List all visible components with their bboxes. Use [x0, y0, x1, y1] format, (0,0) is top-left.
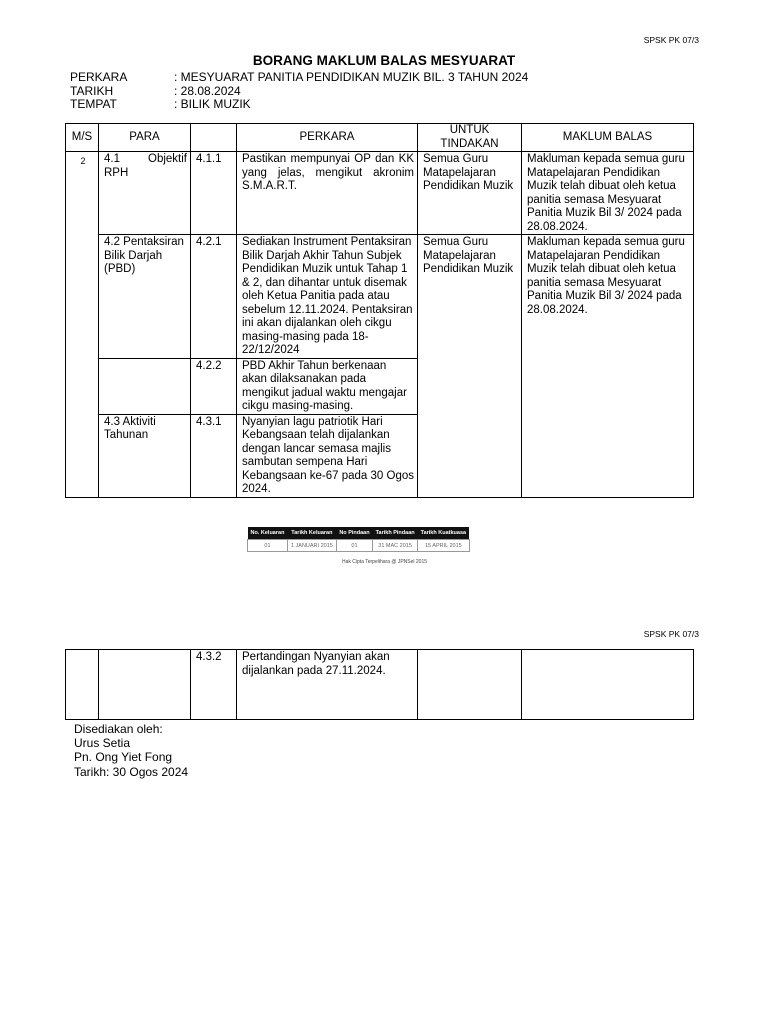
- meta-label-perkara: PERKARA: [70, 70, 128, 84]
- col-header-ms: M/S: [66, 124, 99, 152]
- cell-ms: 2: [66, 152, 99, 498]
- version-value: 15 APRIL 2015: [418, 540, 469, 552]
- cell-para: 4.3 Aktiviti Tahunan: [99, 414, 191, 497]
- table-header-row: [66, 124, 694, 152]
- prepared-by-name: Pn. Ong Yiet Fong: [74, 750, 173, 765]
- version-header: Tarikh Kuatkuasa: [418, 527, 469, 540]
- cell-tindakan: Semua Guru Matapelajaran Pendidikan Muzik: [418, 235, 522, 498]
- feedback-table-continued: [65, 649, 694, 720]
- cell-perkara: Sediakan Instrument Pentaksiran Bilik Darjah Akhir Tahun Subjek Pendidikan Muzik untuk Tahap 1 & 2, dan dihantar untuk disemak oleh Ketua Panitia pada atau sebelum 12.11.2024. Pentaksiran ini akan dijalankan oleh cikgu masing-masing pada 18-22/12/2024: [237, 235, 418, 359]
- col-header-num: [191, 124, 237, 152]
- version-header-row: [248, 527, 470, 540]
- version-header: No. Keluaran: [248, 527, 288, 540]
- col-header-perkara: PERKARA: [237, 124, 418, 152]
- cell-perkara: Pertandingan Nyanyian akan dijalankan pada 27.11.2024.: [237, 650, 418, 720]
- table-row: [66, 235, 694, 359]
- cell-num: 4.2.2: [191, 358, 237, 414]
- cell-perkara: Pastikan mempunyai OP dan KK yang jelas, mengikut akronim S.M.A.R.T.: [237, 152, 418, 235]
- meta-value-tempat: : BILIK MUZIK: [174, 97, 251, 111]
- col-header-para: PARA: [99, 124, 191, 152]
- version-value-row: [248, 540, 470, 552]
- version-value: 01: [336, 540, 372, 552]
- table-row: [66, 152, 694, 235]
- meta-value-tarikh: : 28.08.2024: [174, 84, 241, 98]
- meta-label-tempat: TEMPAT: [70, 97, 117, 111]
- cell-para: [99, 358, 191, 414]
- cell-para: 4.1 Objektif RPH: [99, 152, 191, 235]
- cell-tindakan: [418, 650, 522, 720]
- prepared-by-block: [74, 722, 188, 779]
- col-header-maklum: MAKLUM BALAS: [522, 124, 694, 152]
- feedback-table: [65, 123, 694, 498]
- prepared-by-role: Urus Setia: [74, 736, 131, 751]
- version-value: 31 MAC 2015: [373, 540, 418, 552]
- version-header: Tarikh Pindaan: [373, 527, 418, 540]
- cell-para: [99, 650, 191, 720]
- table-row: [66, 650, 694, 720]
- cell-maklum: [522, 650, 694, 720]
- cell-perkara: Nyanyian lagu patriotik Hari Kebangsaan telah dijalankan dengan lancar semasa majlis sambutan sempena Hari Kebangsaan ke-67 pada 30 Ogos 2024.: [237, 414, 418, 497]
- copyright-notice: Hak Cipta Terpelihara @ JPNSel 2015: [341, 559, 428, 565]
- cell-ms: [66, 650, 99, 720]
- version-value: 01: [248, 540, 288, 552]
- cell-para: 4.2 Pentaksiran Bilik Darjah (PBD): [99, 235, 191, 359]
- cell-perkara: PBD Akhir Tahun berkenaan akan dilaksanakan pada mengikut jadual waktu mengajar cikgu masing-masing.: [237, 358, 418, 414]
- cell-num: 4.3.1: [191, 414, 237, 497]
- form-code-page2: SPSK PK 07/3: [643, 629, 699, 639]
- prepared-by-label: Disediakan oleh:: [74, 722, 163, 736]
- version-value: 1 JANUARI 2015: [287, 540, 336, 552]
- cell-num: 4.2.1: [191, 235, 237, 359]
- version-header: No Pindaan: [336, 527, 372, 540]
- version-control-table: [247, 527, 470, 552]
- page-title: BORANG MAKLUM BALAS MESYUARAT: [252, 53, 516, 68]
- cell-maklum: Makluman kepada semua guru Matapelajaran Pendidikan Muzik telah dibuat oleh ketua panitia semasa Mesyuarat Panitia Muzik Bil 3/ 2024 pada 28.08.2024.: [522, 152, 694, 235]
- cell-num: 4.3.2: [191, 650, 237, 720]
- cell-maklum: Makluman kepada semua guru Matapelajaran Pendidikan Muzik telah dibuat oleh ketua panitia semasa Mesyuarat Panitia Muzik Bil 3/ 2024 pada 28.08.2024.: [522, 235, 694, 498]
- version-header: Tarikh Keluaran: [287, 527, 336, 540]
- form-code: SPSK PK 07/3: [643, 35, 699, 45]
- col-header-tindakan: UNTUK TINDAKAN: [418, 124, 522, 152]
- cell-tindakan: Semua Guru Matapelajaran Pendidikan Muzik: [418, 152, 522, 235]
- meta-label-tarikh: TARIKH: [70, 84, 114, 98]
- cell-num: 4.1.1: [191, 152, 237, 235]
- meta-value-perkara: : MESYUARAT PANITIA PENDIDIKAN MUZIK BIL. 3 TAHUN 2024: [174, 70, 529, 84]
- prepared-date: Tarikh: 30 Ogos 2024: [74, 764, 189, 779]
